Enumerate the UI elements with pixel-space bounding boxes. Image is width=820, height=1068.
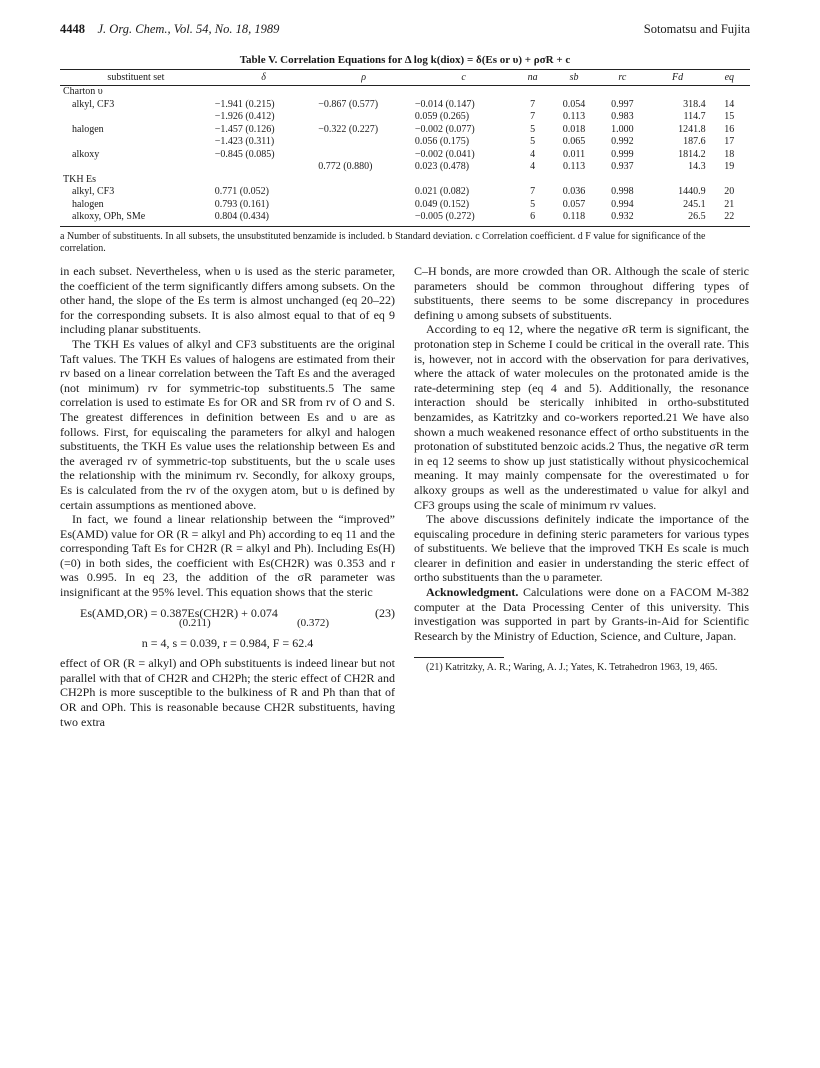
cell-n: 5 <box>530 123 536 135</box>
cell-rho <box>315 199 412 212</box>
col-c: c <box>412 70 516 86</box>
table-footnote: a Number of substituents. In all subsets, the unsubstituted benzamide is included. b Standard deviation. c Correlation coefficient. d F value for significance of the correlation. <box>60 230 706 254</box>
cell-rho <box>315 111 412 124</box>
acknowledgment-heading: Acknowledgment. <box>426 585 519 600</box>
cell-eq: 14 <box>724 98 735 110</box>
running-head <box>60 22 750 40</box>
group-label: TKH Es <box>63 173 97 185</box>
cell-delta: 0.771 (0.052) <box>214 186 269 197</box>
paragraph: In fact, we found a linear relationship between the “improved” Es(AMD) value for OR (R = alkyl and Ph) according to eq 11 and the corresponding Taft Es for CH2R (R = alkyl and Ph). Including Es(H) (=0) in both sides, the coefficient with Es(CH2R) was 0.353 and r was 0.995. In eq 23, the addition of the σR parameter was insignificant at the 95% level. This equation shows that the steric <box>60 512 395 600</box>
journal-citation: J. Org. Chem., Vol. 54, No. 18, 1989 <box>97 22 280 36</box>
cell-rho <box>315 211 412 226</box>
cell-s: 0.011 <box>562 148 586 160</box>
table-row <box>60 149 750 162</box>
cell-F: 26.5 <box>646 211 708 226</box>
equation-23 <box>60 606 395 651</box>
cell-s: 0.113 <box>562 111 586 122</box>
cell-rho: −0.322 (0.227) <box>318 123 379 135</box>
paragraph: According to eq 12, where the negative σR term is significant, the protonation step in Scheme I could be critical in the overall rate. This is, however, not in accord with the observation for para derivatives, where the attack of water molecules on the protonated amide is the rate-determining step (eq 4 and 5). Additionally, the resonance interaction should be sterically inhibited in ortho-substituted benzamides, as Katritzky and co-workers reported.21 We have also shown a much weakened resonance effect of ortho substituents in the protonation of substituted benzoic acids.2 Thus, the negative σR term in eq 12 seems to show up just statistically without physicochemical meaning. It may mainly compensate for the overestimated υ for alkoxy groups as well as the underestimated υ value for alkyl and CF3 groups using the scale of minimum rv values. <box>414 322 749 512</box>
cell-eq: 19 <box>724 161 735 172</box>
cell-eq: 18 <box>724 148 735 160</box>
cell-r: 0.998 <box>611 186 634 197</box>
table-row <box>60 124 750 137</box>
journal-page <box>60 22 750 729</box>
cell-n: 5 <box>530 136 536 147</box>
cell-delta: 0.793 (0.161) <box>214 198 269 210</box>
left-column <box>60 264 395 729</box>
cell-s: 0.065 <box>562 136 586 147</box>
paragraph: in each subset. Nevertheless, when υ is used as the steric parameter, the coefficient of the term significantly differs among subsets. On the other hand, the slope of the Es term is almost unchanged (eq 20–22) for the corresponding subsets. It is also almost equal to that of eq 9 including planar substituents. <box>60 264 395 337</box>
cell-c: 0.021 (0.082) <box>414 186 470 197</box>
cell-s: 0.118 <box>550 211 598 226</box>
cell-n: 4 <box>530 161 536 172</box>
cell-c: −0.014 (0.147) <box>414 98 475 110</box>
equation-error-slope: (0.211) <box>179 616 211 629</box>
col-r: rc <box>598 70 646 86</box>
cell-delta: −0.845 (0.085) <box>214 148 275 160</box>
table-row <box>60 136 750 149</box>
acknowledgment-text: Calculations were done on a FACOM M-382 computer at the Data Processing Center of this university. This investigation was supported in part by Grants-in-Aid for Scientific Research by the Ministry of Eduction, Science, and Culture, Japan. <box>414 585 749 643</box>
cell-rho: −0.867 (0.577) <box>318 98 379 110</box>
cell-n: 5 <box>530 198 536 210</box>
table-row <box>60 111 750 124</box>
cell-eq: 17 <box>724 136 735 147</box>
cell-r: 1.000 <box>611 123 634 135</box>
cell-rho <box>315 136 412 149</box>
col-eq: eq <box>709 70 750 86</box>
equation-errors <box>60 616 395 628</box>
table-row <box>60 99 750 112</box>
col-F: Fd <box>646 70 708 86</box>
cell-eq: 20 <box>724 186 735 197</box>
cell-delta <box>212 161 316 174</box>
table-caption: Table V. Correlation Equations for Δ log k(diox) = δ(Es or υ) + ρσR + c <box>239 54 571 66</box>
cell-F: 187.6 <box>683 136 706 147</box>
cell-set <box>60 111 212 124</box>
page-number: 4448 <box>60 22 85 36</box>
cell-rho: 0.772 (0.880) <box>318 161 373 172</box>
col-substituent-set: substituent set <box>60 70 212 86</box>
cell-F: 1814.2 <box>678 148 706 160</box>
cell-delta: −1.941 (0.215) <box>214 98 275 110</box>
cell-r: 0.999 <box>611 148 634 160</box>
cell-rho <box>315 186 412 199</box>
cell-n: 4 <box>530 148 536 160</box>
author-names: Sotomatsu and Fujita <box>643 22 750 36</box>
cell-set: alkoxy, OPh, SMe <box>60 211 212 226</box>
table-row <box>60 199 750 212</box>
reference-21: (21) Katritzky, A. R.; Waring, A. J.; Yates, K. Tetrahedron 1963, 19, 465. <box>426 662 718 674</box>
cell-n: 7 <box>530 111 536 122</box>
cell-s: 0.054 <box>562 98 586 110</box>
cell-set: halogen <box>72 198 104 210</box>
cell-eq: 15 <box>724 111 735 122</box>
table-group-row <box>60 86 750 99</box>
cell-n: 7 <box>530 98 536 110</box>
cell-delta: −1.457 (0.126) <box>214 123 275 135</box>
cell-s: 0.036 <box>562 186 586 197</box>
cell-set <box>60 136 212 149</box>
cell-eq: 22 <box>709 211 750 226</box>
correlation-table <box>60 69 750 227</box>
cell-c: 0.059 (0.265) <box>414 111 470 122</box>
footnote-divider <box>414 657 504 658</box>
table-row <box>60 161 750 174</box>
col-s: sb <box>550 70 598 86</box>
cell-c: −0.005 (0.272) <box>412 211 516 226</box>
cell-set <box>60 161 212 174</box>
cell-set: alkoxy <box>72 148 100 160</box>
cell-F: 1241.8 <box>678 123 706 135</box>
cell-r: 0.937 <box>611 161 634 172</box>
equation-statistics: n = 4, s = 0.039, r = 0.984, F = 62.4 <box>141 635 314 650</box>
cell-c: 0.056 (0.175) <box>414 136 470 147</box>
cell-s: 0.057 <box>562 198 586 210</box>
cell-set: alkyl, CF3 <box>72 98 115 110</box>
acknowledgment <box>414 585 749 643</box>
equation-number: (23) <box>375 605 395 620</box>
cell-eq: 16 <box>724 123 735 135</box>
cell-c: 0.023 (0.478) <box>414 161 470 172</box>
cell-set: alkyl, CF3 <box>72 186 115 197</box>
equation-text: Es(AMD,OR) = 0.387Es(CH2R) + 0.074 <box>80 605 278 620</box>
group-label: Charton υ <box>63 86 103 97</box>
cell-s: 0.018 <box>562 123 586 135</box>
paragraph: C–H bonds, are more crowded than OR. Although the scale of steric parameters should be common throughout differing types of substituents, there seems to be some discrepancy in procedures defining υ among subsets of substituents. <box>414 264 749 322</box>
cell-r: 0.992 <box>611 136 634 147</box>
cell-s: 0.113 <box>562 161 586 172</box>
paragraph: The above discussions definitely indicate the importance of the equiscaling procedure in defining steric parameters for various types of substituents. We believe that the improved TKH Es scale is much clearer in definition and easier in understanding the steric effect of ortho substituents than the υ parameter. <box>414 512 749 585</box>
cell-F: 318.4 <box>683 98 706 110</box>
cell-n: 7 <box>530 186 536 197</box>
equation-error-intercept: (0.372) <box>297 616 330 629</box>
cell-r: 0.997 <box>611 98 634 110</box>
cell-rho <box>315 149 412 162</box>
right-column <box>414 264 749 675</box>
cell-F: 245.1 <box>683 198 706 210</box>
running-head-left <box>60 22 279 37</box>
table-row <box>60 186 750 199</box>
col-rho: ρ <box>315 70 412 86</box>
cell-c: 0.049 (0.152) <box>414 198 470 210</box>
paragraph: effect of OR (R = alkyl) and OPh substituents is indeed linear but not parallel with that of CH2R and CH2Ph; the steric effect of CH2R and CH2Ph is more susceptible to the bulkiness of R and Ph than that of OR and OPh. This is reasonable because CH2R substituents, having two extra <box>60 656 395 729</box>
cell-F: 1440.9 <box>678 186 706 197</box>
cell-delta: 0.804 (0.434) <box>212 211 316 226</box>
cell-F: 114.7 <box>683 111 706 122</box>
cell-r: 0.983 <box>611 111 634 122</box>
cell-c: −0.002 (0.077) <box>414 123 475 135</box>
table-header-row <box>60 70 750 86</box>
col-delta: δ <box>212 70 316 86</box>
table-group-row <box>60 174 750 187</box>
cell-n: 6 <box>515 211 550 226</box>
col-n: na <box>515 70 550 86</box>
cell-eq: 21 <box>724 198 735 210</box>
cell-r: 0.932 <box>598 211 646 226</box>
table-row <box>60 211 750 226</box>
cell-delta: −1.423 (0.311) <box>214 136 275 147</box>
cell-delta: −1.926 (0.412) <box>214 111 275 122</box>
paragraph: The TKH Es values of alkyl and CF3 substituents are the original Taft values. The TKH Es values of halogens are estimated from their rv based on a linear correlation between the Taft Es and the averaged (not minimum) rv for symmetric-top substituents.5 The same correlation is used to estimate Es for OR and SR from rv of O and S. The greatest differences in definition between Es and υ are as follows. First, for equiscaling the parameters for alkyl and halogen substituents, the TKH Es value uses the relationship between Es and the averaged rv of symmetric-top substituents, but the υ scale uses the relationship with the minimum rv. Secondly, for alkoxy groups, Es is calculated from the rv of the oxygen atom, but υ is defined by certain assumptions as mentioned above. <box>60 336 395 512</box>
cell-c: −0.002 (0.041) <box>414 148 475 160</box>
cell-set: halogen <box>72 123 104 135</box>
cell-F: 14.3 <box>688 161 706 172</box>
cell-r: 0.994 <box>611 198 634 210</box>
